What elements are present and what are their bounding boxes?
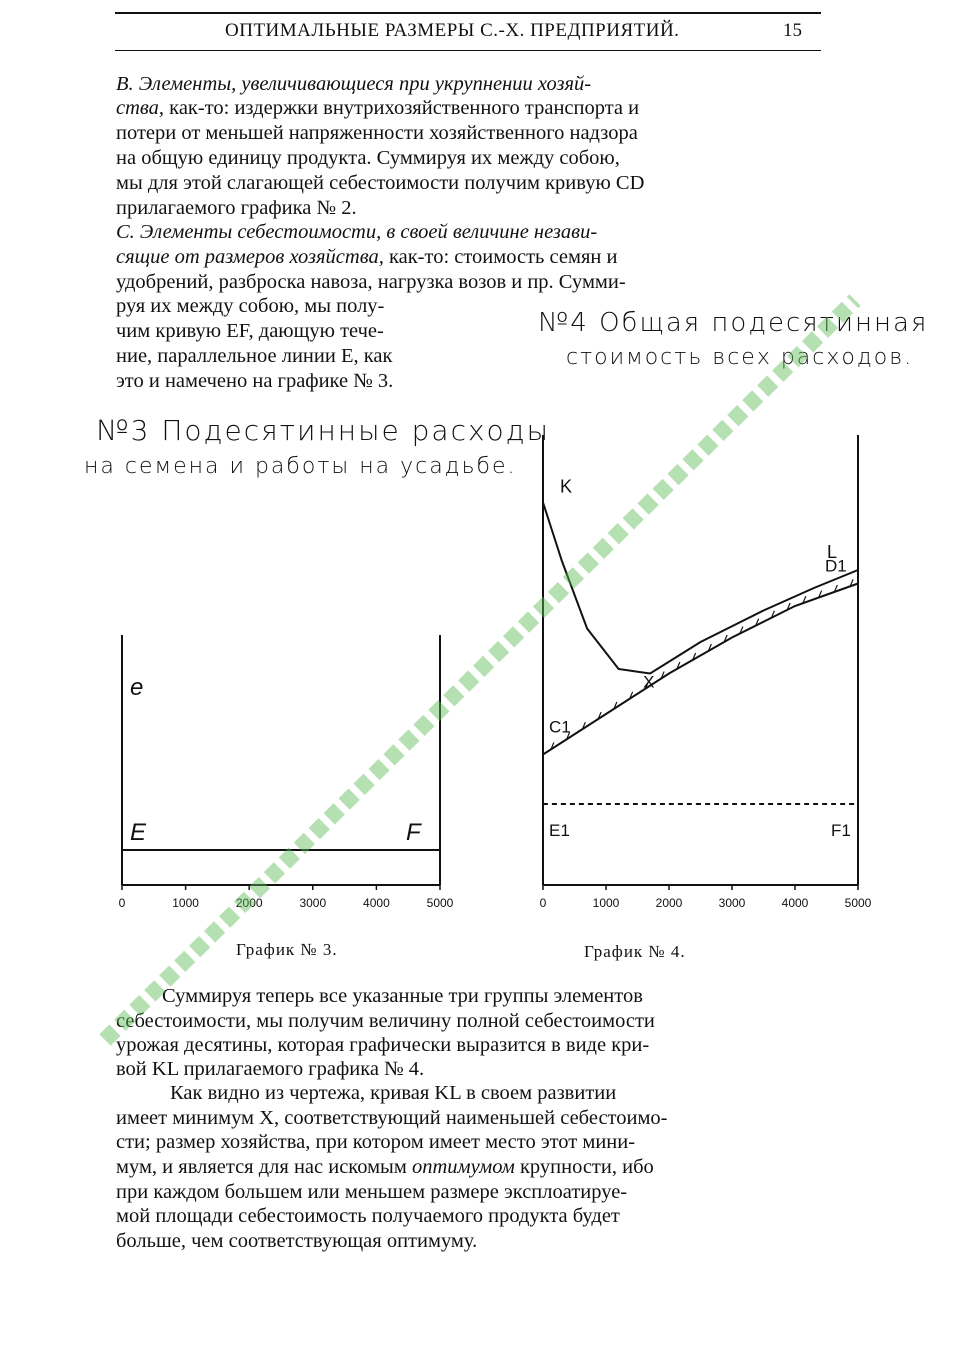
fig3-title-line-1: №3 Подесятинные расходы bbox=[96, 414, 551, 447]
para-d-line-1: Суммируя теперь все указанные три группы элементов bbox=[162, 985, 643, 1007]
para-c-line-6: ние, параллельное линии E, как bbox=[116, 345, 393, 367]
x-tick-label: 2000 bbox=[235, 896, 263, 910]
para-c-line-1: С. Элементы себестоимости, в своей величине незави- bbox=[116, 221, 598, 243]
chart-4 bbox=[525, 425, 905, 925]
fig4-caption: График № 4. bbox=[584, 942, 686, 961]
para-b-line-1: В. Элементы, увеличивающиеся при укрупнении хозяй- bbox=[116, 73, 592, 95]
label-k: K bbox=[560, 476, 573, 497]
para-c-line-3: удобрений, разброска навоза, нагрузка возов и пр. Сумми- bbox=[116, 271, 626, 293]
x-tick-label: 0 bbox=[118, 896, 126, 910]
x-tick-label: 3000 bbox=[718, 896, 746, 910]
x-tick-label: 4000 bbox=[363, 896, 390, 910]
label-e1: E1 bbox=[549, 821, 570, 840]
para-e-line-4-b: крупности, ибо bbox=[514, 1156, 654, 1178]
x-tick-label: 2000 bbox=[655, 896, 683, 910]
label-f1: F1 bbox=[831, 821, 851, 840]
series-kl bbox=[543, 503, 858, 674]
para-b-line-5: мы для этой слагающей себестоимости получим кривую CD bbox=[116, 172, 645, 194]
series-c1d1 bbox=[543, 584, 858, 755]
para-b-line-3: потери от меньшей напряженности хозяйственного надзора bbox=[116, 122, 638, 144]
para-b-line-2 bbox=[116, 96, 822, 121]
fig3-caption: График № 3. bbox=[236, 940, 338, 959]
fig4-title-line-1: №4 Общая подесятинная bbox=[538, 308, 929, 338]
para-b-line-6: прилагаемого графика № 2. bbox=[116, 197, 357, 219]
para-d-line-2: себестоимости, мы получим величину полной себестоимости bbox=[116, 1010, 655, 1032]
label-d1: D1 bbox=[825, 556, 847, 576]
para-b-line-2-rest: как-то: издержки внутрихозяйственного транспорта и bbox=[164, 97, 640, 119]
fig3-title-line-2: на семена и работы на усадьбе. bbox=[84, 454, 517, 479]
label-f-end: F bbox=[406, 819, 421, 846]
para-e-line-7: больше, чем соответствующая оптимуму. bbox=[116, 1230, 478, 1252]
x-tick-label: 5000 bbox=[426, 896, 454, 910]
label-c1: C1 bbox=[549, 717, 571, 737]
label-e: e bbox=[130, 674, 144, 701]
chart-3 bbox=[100, 620, 480, 920]
para-e-line-5: при каждом большем или меньшем размере эксплоатируе- bbox=[116, 1181, 628, 1203]
x-tick-label: 0 bbox=[539, 896, 547, 910]
para-b-line-2-italic: ства, bbox=[116, 97, 165, 119]
para-e-line-3: сти; размер хозяйства, при котором имеет место этот мини- bbox=[116, 1131, 636, 1153]
x-tick-label: 1000 bbox=[592, 896, 620, 910]
running-header bbox=[115, 12, 821, 51]
x-tick-label: 5000 bbox=[844, 896, 872, 910]
para-c-line-2-rest: как-то: стоимость семян и bbox=[383, 246, 618, 268]
para-e-line-4-italic: оптимумом bbox=[411, 1156, 515, 1178]
label-x: X bbox=[643, 672, 655, 692]
para-e-line-1: Как видно из чертежа, кривая KL в своем развитии bbox=[170, 1082, 617, 1104]
x-tick-label: 4000 bbox=[781, 896, 809, 910]
para-c-line-7: это и намечено на графике № 3. bbox=[116, 370, 394, 392]
para-e-line-6: мой площади себестоимость получаемого продукта будет bbox=[116, 1205, 620, 1227]
header-title: ОПТИМАЛЬНЫЕ РАЗМЕРЫ С.-Х. ПРЕДПРИЯТИЙ. bbox=[225, 20, 680, 41]
para-c-line-2-italic: сящие от размеров хозяйства, bbox=[116, 246, 384, 268]
page-number: 15 bbox=[783, 20, 802, 41]
para-e-line-2: имеет минимум X, соответствующий наименьшей себестоимо- bbox=[116, 1107, 668, 1129]
para-e-line-4 bbox=[116, 1155, 822, 1180]
para-c-line-5: чим кривую EF, дающую тече- bbox=[116, 320, 384, 342]
label-e-start: E bbox=[130, 819, 147, 846]
label-l: L bbox=[827, 542, 838, 562]
fig4-title-line-2: стоимость всех расходов. bbox=[566, 345, 914, 370]
para-c-line-4: руя их между собою, мы полу- bbox=[116, 295, 385, 317]
para-b-line-4: на общую единицу продукта. Суммируя их между собою, bbox=[116, 147, 620, 169]
para-e-line-4-a: мум, и является для нас искомым bbox=[116, 1156, 412, 1178]
para-c-line-2 bbox=[116, 245, 822, 270]
para-d-line-4: вой KL прилагаемого графика № 4. bbox=[116, 1058, 425, 1080]
x-tick-label: 1000 bbox=[172, 896, 199, 910]
x-tick-label: 3000 bbox=[299, 896, 327, 910]
para-d-line-3: урожая десятины, которая графически выразится в виде кри- bbox=[116, 1034, 650, 1056]
